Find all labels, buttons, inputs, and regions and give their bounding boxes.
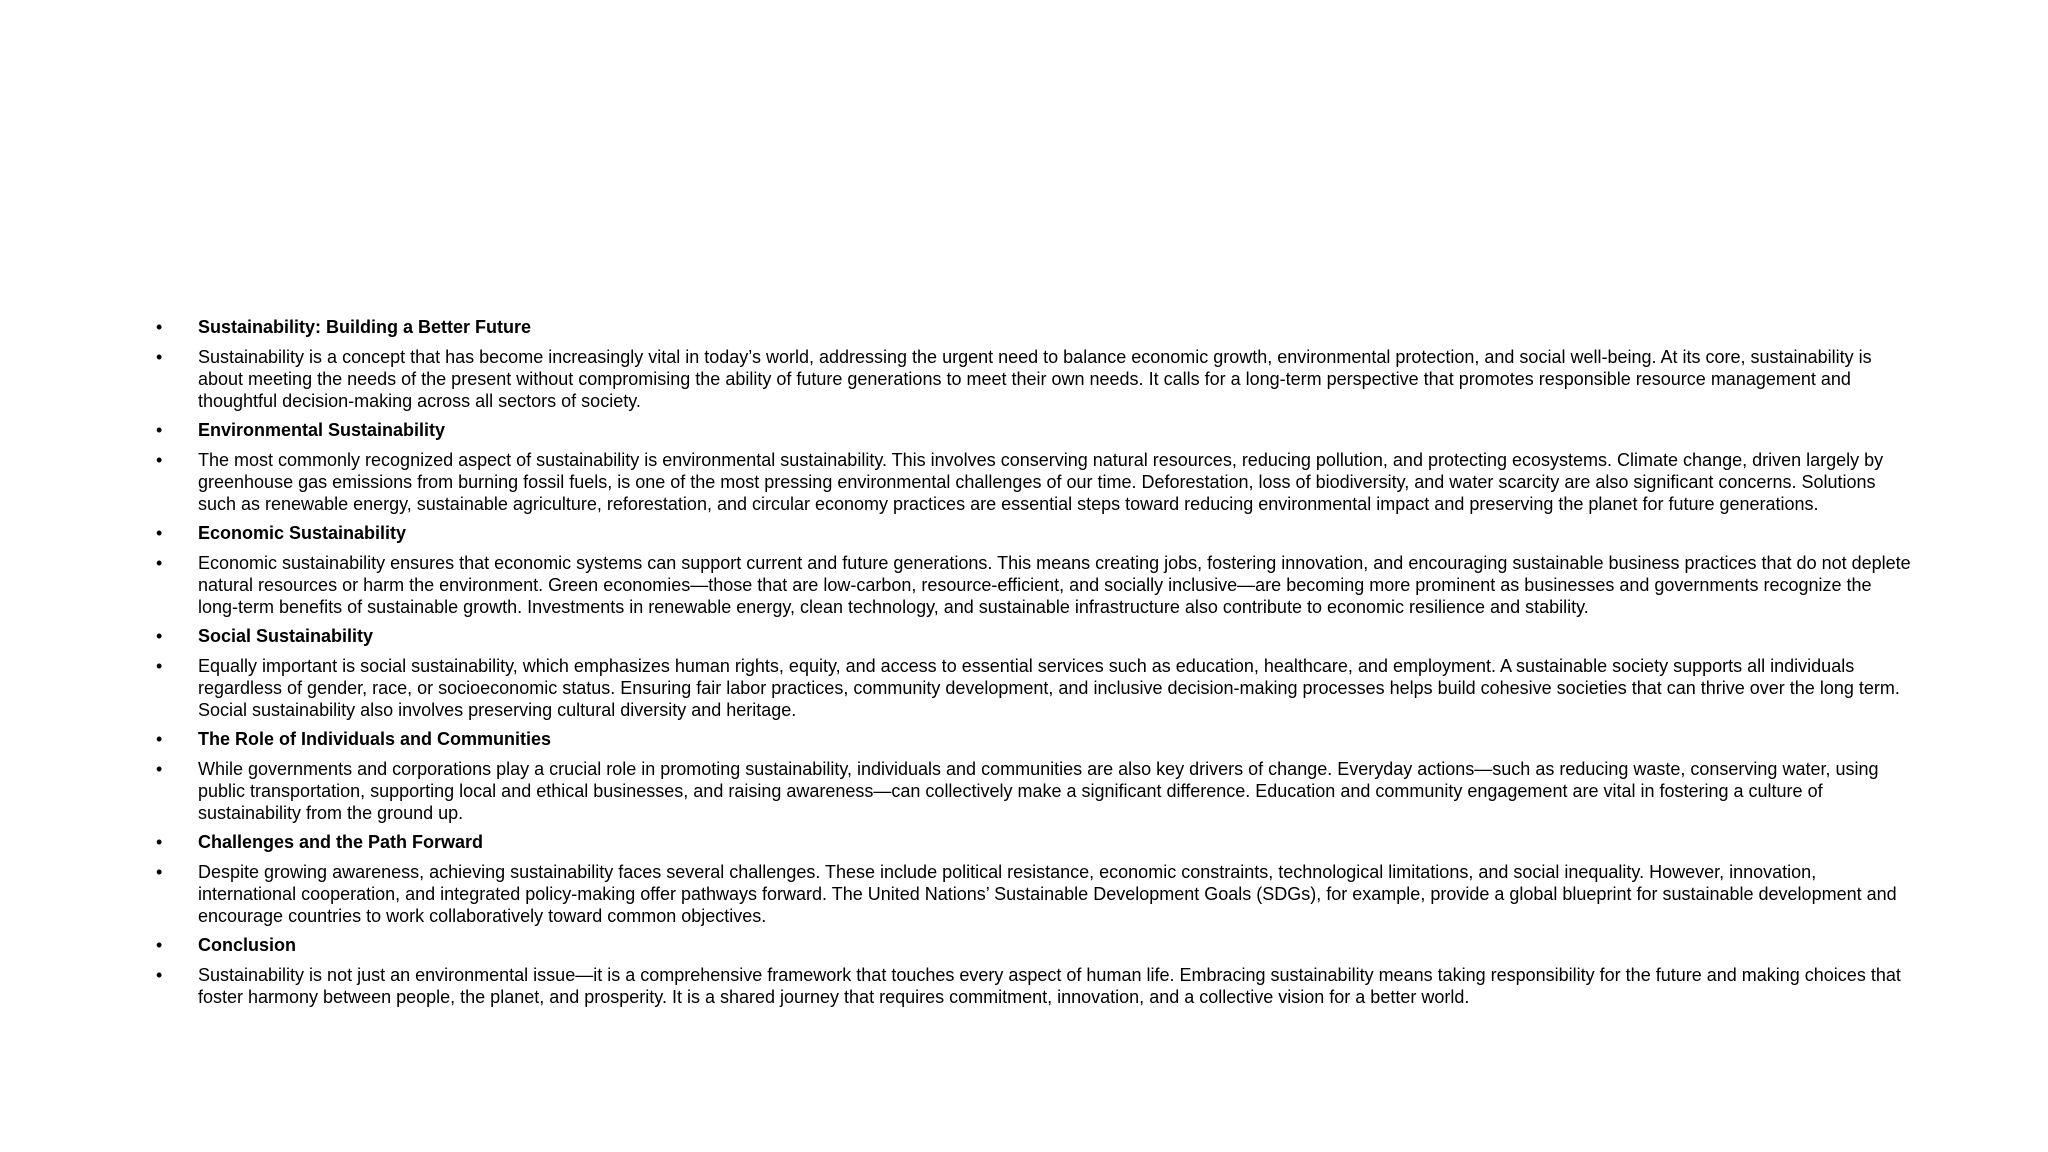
- bullet-icon: •: [156, 317, 163, 337]
- section-heading: Conclusion: [198, 935, 296, 955]
- paragraph-text: The most commonly recognized aspect of sustainability is environmental sustainability. This involves conserving natural resources, reducing pollution, and protecting ecosystems. Climate change, driven largely by greenhouse gas emissions from burning fossil fuels, is one of the most pressing environmental challenges of our time. Deforestation, loss of biodiversity, and water scarcity are also significant concerns. Solutions such as renewable energy, sustainable agriculture, reforestation, and circular economy practices are essential steps toward reducing environmental impact and preserving the planet for future generations.: [198, 449, 1884, 514]
- section-heading: Social Sustainability: [198, 626, 374, 646]
- list-item-conclusion-text: [156, 964, 1916, 1008]
- bullet-icon: •: [156, 449, 163, 470]
- paragraph-text: Sustainability is not just an environmental issue—it is a comprehensive framework that touches every aspect of human life. Embracing sustainability means taking responsibility for the future and making choices that foster harmony between people, the planet, and prosperity. It is a shared journey that requires commitment, innovation, and a collective vision for a better world.: [198, 964, 1901, 1007]
- bullet-icon: •: [156, 935, 163, 955]
- bullet-icon: •: [156, 346, 163, 367]
- paragraph-text: Sustainability is a concept that has become increasingly vital in today’s world, addressing the urgent need to balance economic growth, environmental protection, and social well-being. At its core, sustainability is about meeting the needs of the present without compromising the ability of future generations to meet their own needs. It calls for a long-term perspective that promotes responsible resource management and thoughtful decision-making across all sectors of society.: [198, 346, 1872, 411]
- list-item-environmental-heading: [156, 419, 1916, 441]
- bullet-icon: •: [156, 964, 163, 985]
- section-heading: Environmental Sustainability: [198, 420, 446, 440]
- list-item-challenges-text: [156, 861, 1916, 927]
- list-item-intro: [156, 346, 1916, 412]
- list-item-individuals-text: [156, 758, 1916, 824]
- bullet-list: [156, 316, 1916, 1015]
- bullet-icon: •: [156, 523, 163, 543]
- list-item-individuals-heading: [156, 728, 1916, 750]
- bullet-icon: •: [156, 626, 163, 646]
- list-item-environmental-text: [156, 449, 1916, 515]
- bullet-icon: •: [156, 861, 163, 882]
- bullet-icon: •: [156, 729, 163, 749]
- list-item-title: [156, 316, 1916, 338]
- section-heading: Economic Sustainability: [198, 523, 407, 543]
- bullet-icon: •: [156, 832, 163, 852]
- paragraph-text: Economic sustainability ensures that economic systems can support current and future generations. This means creating jobs, fostering innovation, and encouraging sustainable business practices that do not deplete natural resources or harm the environment. Green economies—those that are low-carbon, resource-efficient, and socially inclusive—are becoming more prominent as businesses and governments recognize the long-term benefits of sustainable growth. Investments in renewable energy, clean technology, and sustainable infrastructure also contribute to economic resilience and stability.: [198, 552, 1911, 617]
- bullet-icon: •: [156, 758, 163, 779]
- section-heading: The Role of Individuals and Communities: [198, 729, 552, 749]
- list-item-economic-heading: [156, 522, 1916, 544]
- section-heading: Sustainability: Building a Better Future: [198, 317, 532, 337]
- list-item-economic-text: [156, 552, 1916, 618]
- section-heading: Challenges and the Path Forward: [198, 832, 484, 852]
- list-item-conclusion-heading: [156, 934, 1916, 956]
- paragraph-text: Equally important is social sustainability, which emphasizes human rights, equity, and access to essential services such as education, healthcare, and employment. A sustainable society supports all individuals regardless of gender, race, or socioeconomic status. Ensuring fair labor practices, community development, and inclusive decision-making processes helps build cohesive societies that can thrive over the long term. Social sustainability also involves preserving cultural diversity and heritage.: [198, 655, 1900, 720]
- bullet-icon: •: [156, 552, 163, 573]
- list-item-social-text: [156, 655, 1916, 721]
- list-item-social-heading: [156, 625, 1916, 647]
- paragraph-text: While governments and corporations play a crucial role in promoting sustainability, individuals and communities are also key drivers of change. Everyday actions—such as reducing waste, conserving water, using public transportation, supporting local and ethical businesses, and raising awareness—can collectively make a significant difference. Education and community engagement are vital in fostering a culture of sustainability from the ground up.: [198, 758, 1879, 823]
- list-item-challenges-heading: [156, 831, 1916, 853]
- paragraph-text: Despite growing awareness, achieving sustainability faces several challenges. These include political resistance, economic constraints, technological limitations, and social inequality. However, innovation, international cooperation, and integrated policy-making offer pathways forward. The United Nations’ Sustainable Development Goals (SDGs), for example, provide a global blueprint for sustainable development and encourage countries to work collaboratively toward common objectives.: [198, 861, 1897, 926]
- bullet-icon: •: [156, 420, 163, 440]
- bullet-icon: •: [156, 655, 163, 676]
